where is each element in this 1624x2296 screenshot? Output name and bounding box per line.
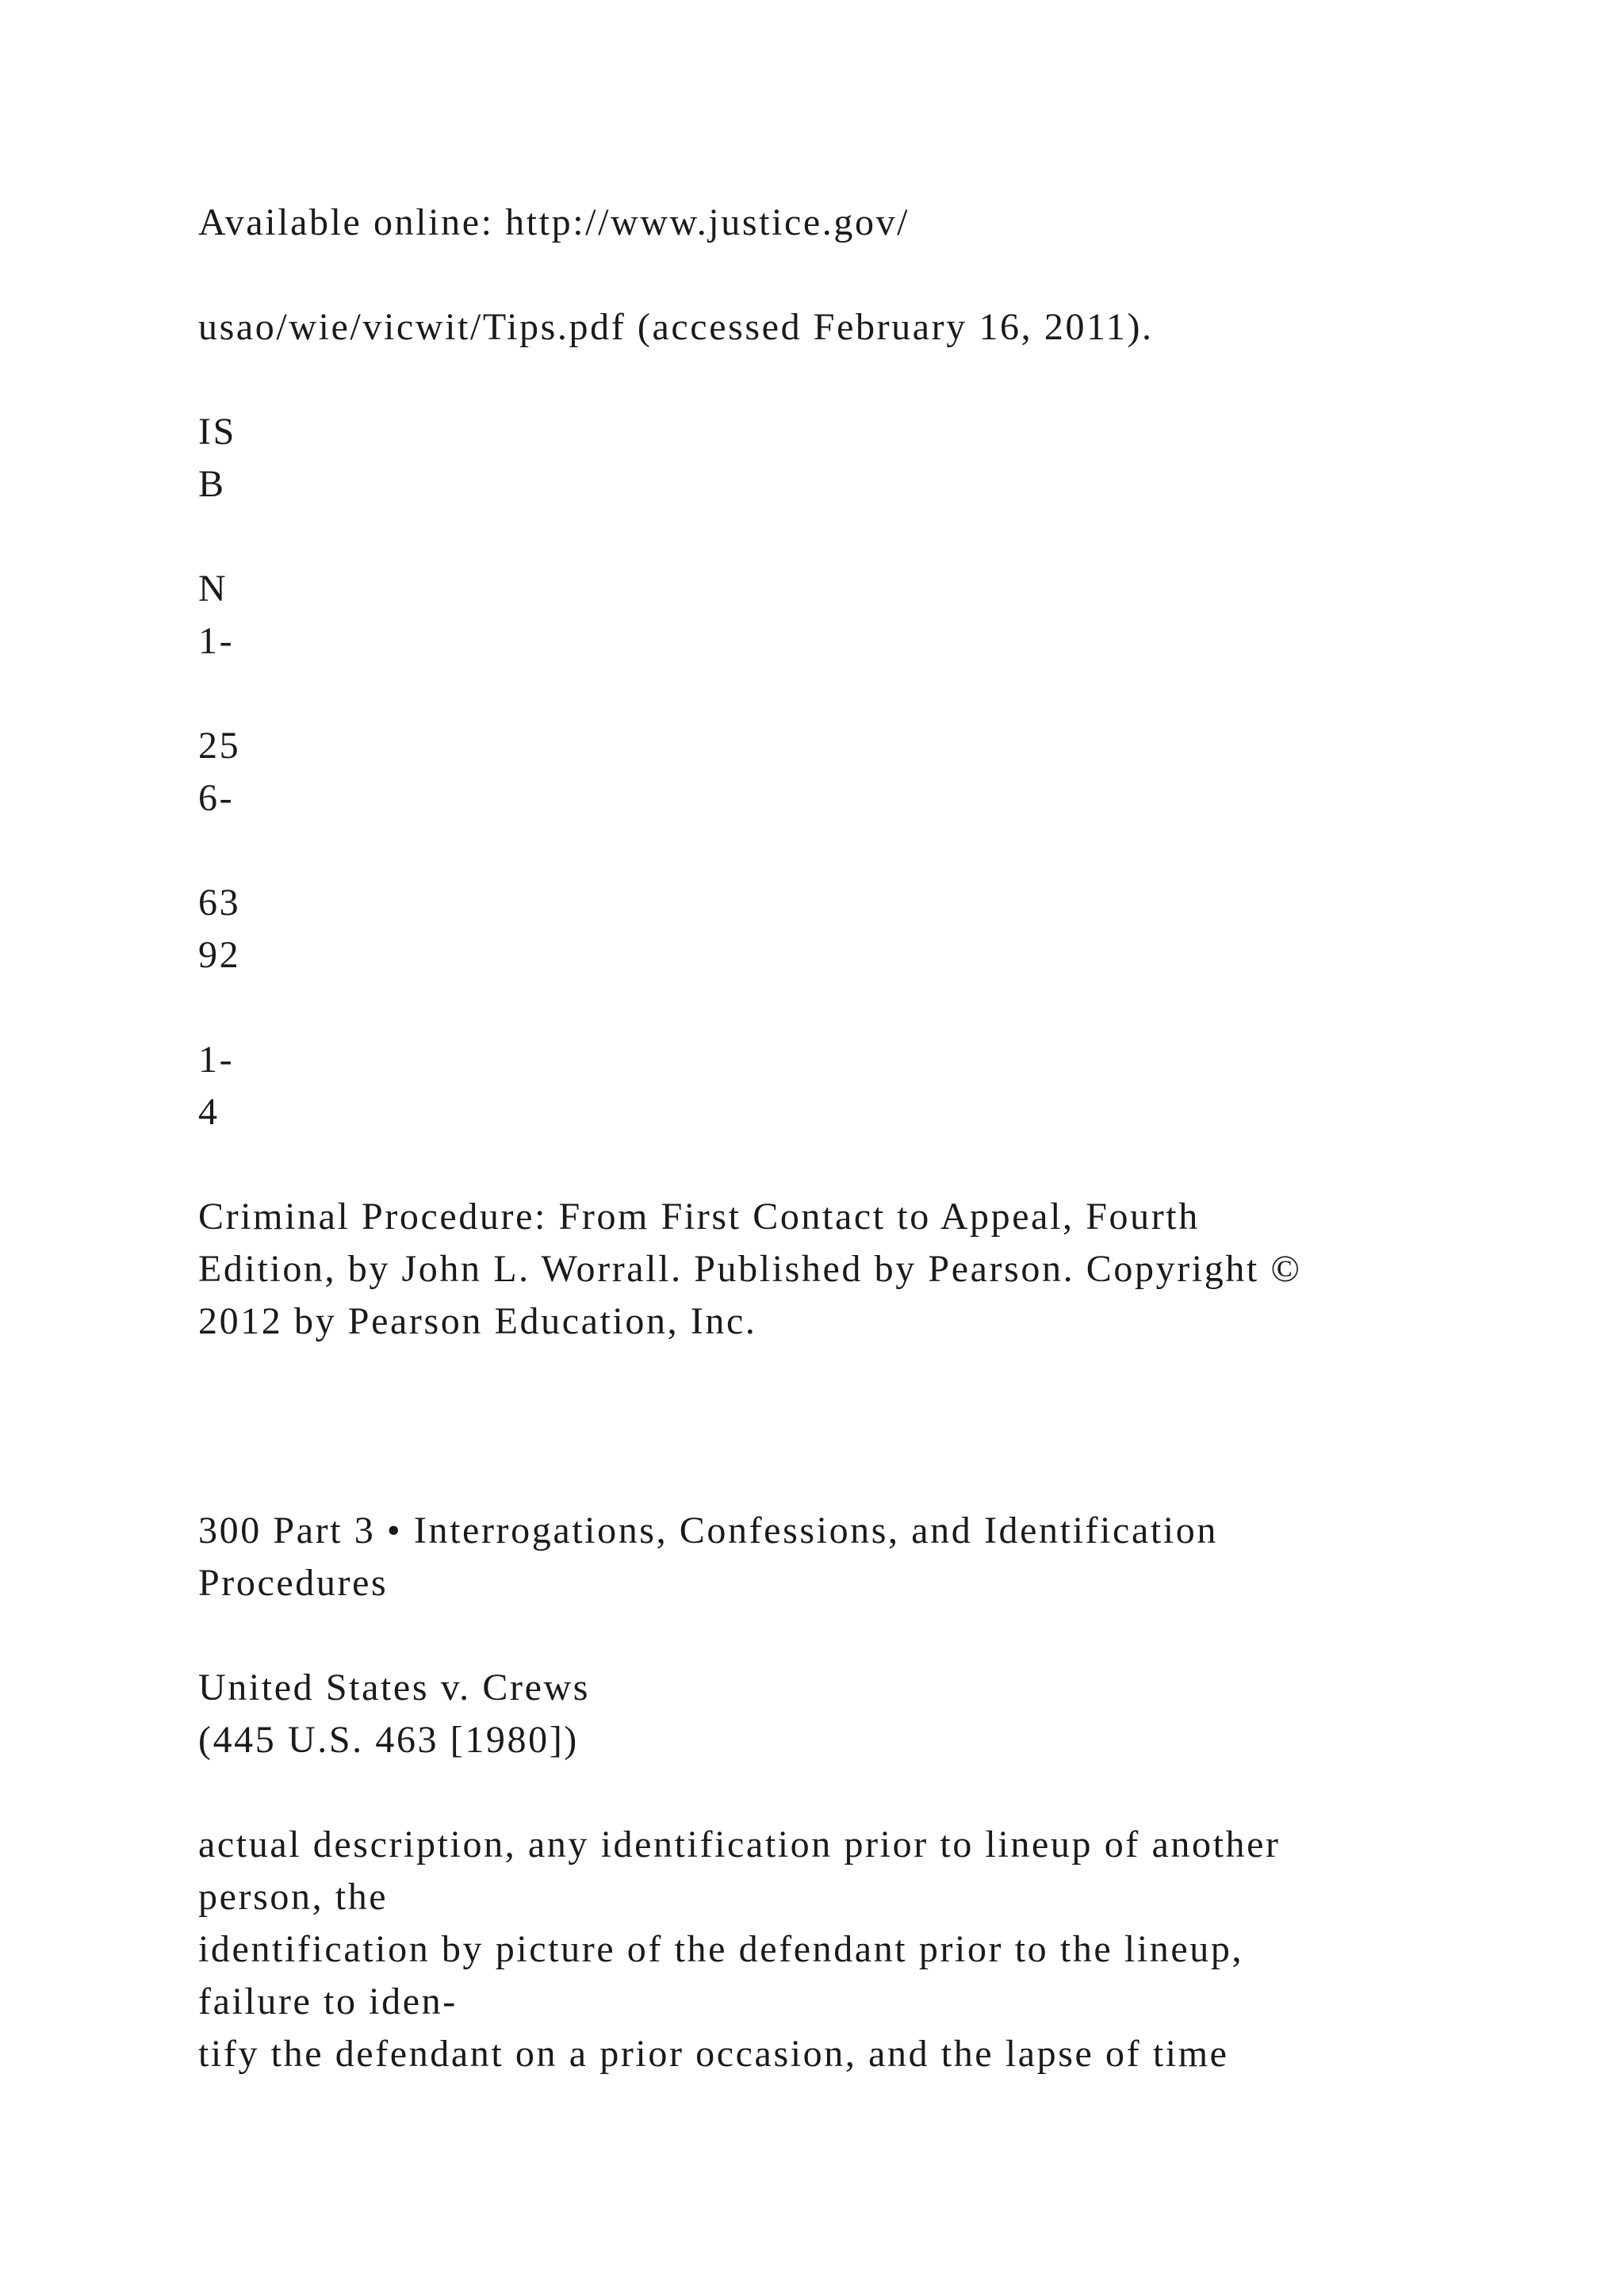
copyright-line: Criminal Procedure: From First Contact to Appeal, Fourth [198, 1196, 1200, 1238]
isbn-fragment: 92 [198, 934, 241, 976]
isbn-fragment: 1- [198, 620, 235, 662]
isbn-fragment: N [198, 568, 228, 610]
body-text-line: failure to iden- [198, 1980, 458, 2022]
isbn-fragment: 6- [198, 777, 235, 819]
body-text-line: identification by picture of the defendant prior to the lineup, [198, 1928, 1244, 1970]
isbn-fragment: 63 [198, 882, 241, 924]
isbn-fragment: B [198, 463, 226, 505]
url-line: usao/wie/vicwit/Tips.pdf (accessed February 16, 2011). [198, 306, 1154, 348]
isbn-fragment: 1- [198, 1039, 235, 1081]
body-text-line: actual description, any identification prior to lineup of another [198, 1823, 1281, 1866]
case-title: United States v. Crews [198, 1667, 591, 1709]
copyright-line: 2012 by Pearson Education, Inc. [198, 1300, 757, 1342]
copyright-line: Edition, by John L. Worrall. Published by Pearson. Copyright © [198, 1248, 1302, 1290]
isbn-fragment: IS [198, 411, 236, 453]
isbn-fragment: 4 [198, 1091, 220, 1133]
running-header: 300 Part 3 • Interrogations, Confessions, and Identification [198, 1510, 1218, 1552]
isbn-fragment: 25 [198, 725, 241, 767]
running-header: Procedures [198, 1562, 389, 1604]
body-text-line: tify the defendant on a prior occasion, and the lapse of time [198, 2033, 1229, 2075]
body-text-line: person, the [198, 1876, 389, 1918]
case-citation: (445 U.S. 463 [1980]) [198, 1719, 579, 1761]
availability-line: Available online: http://www.justice.gov/ [198, 201, 910, 243]
